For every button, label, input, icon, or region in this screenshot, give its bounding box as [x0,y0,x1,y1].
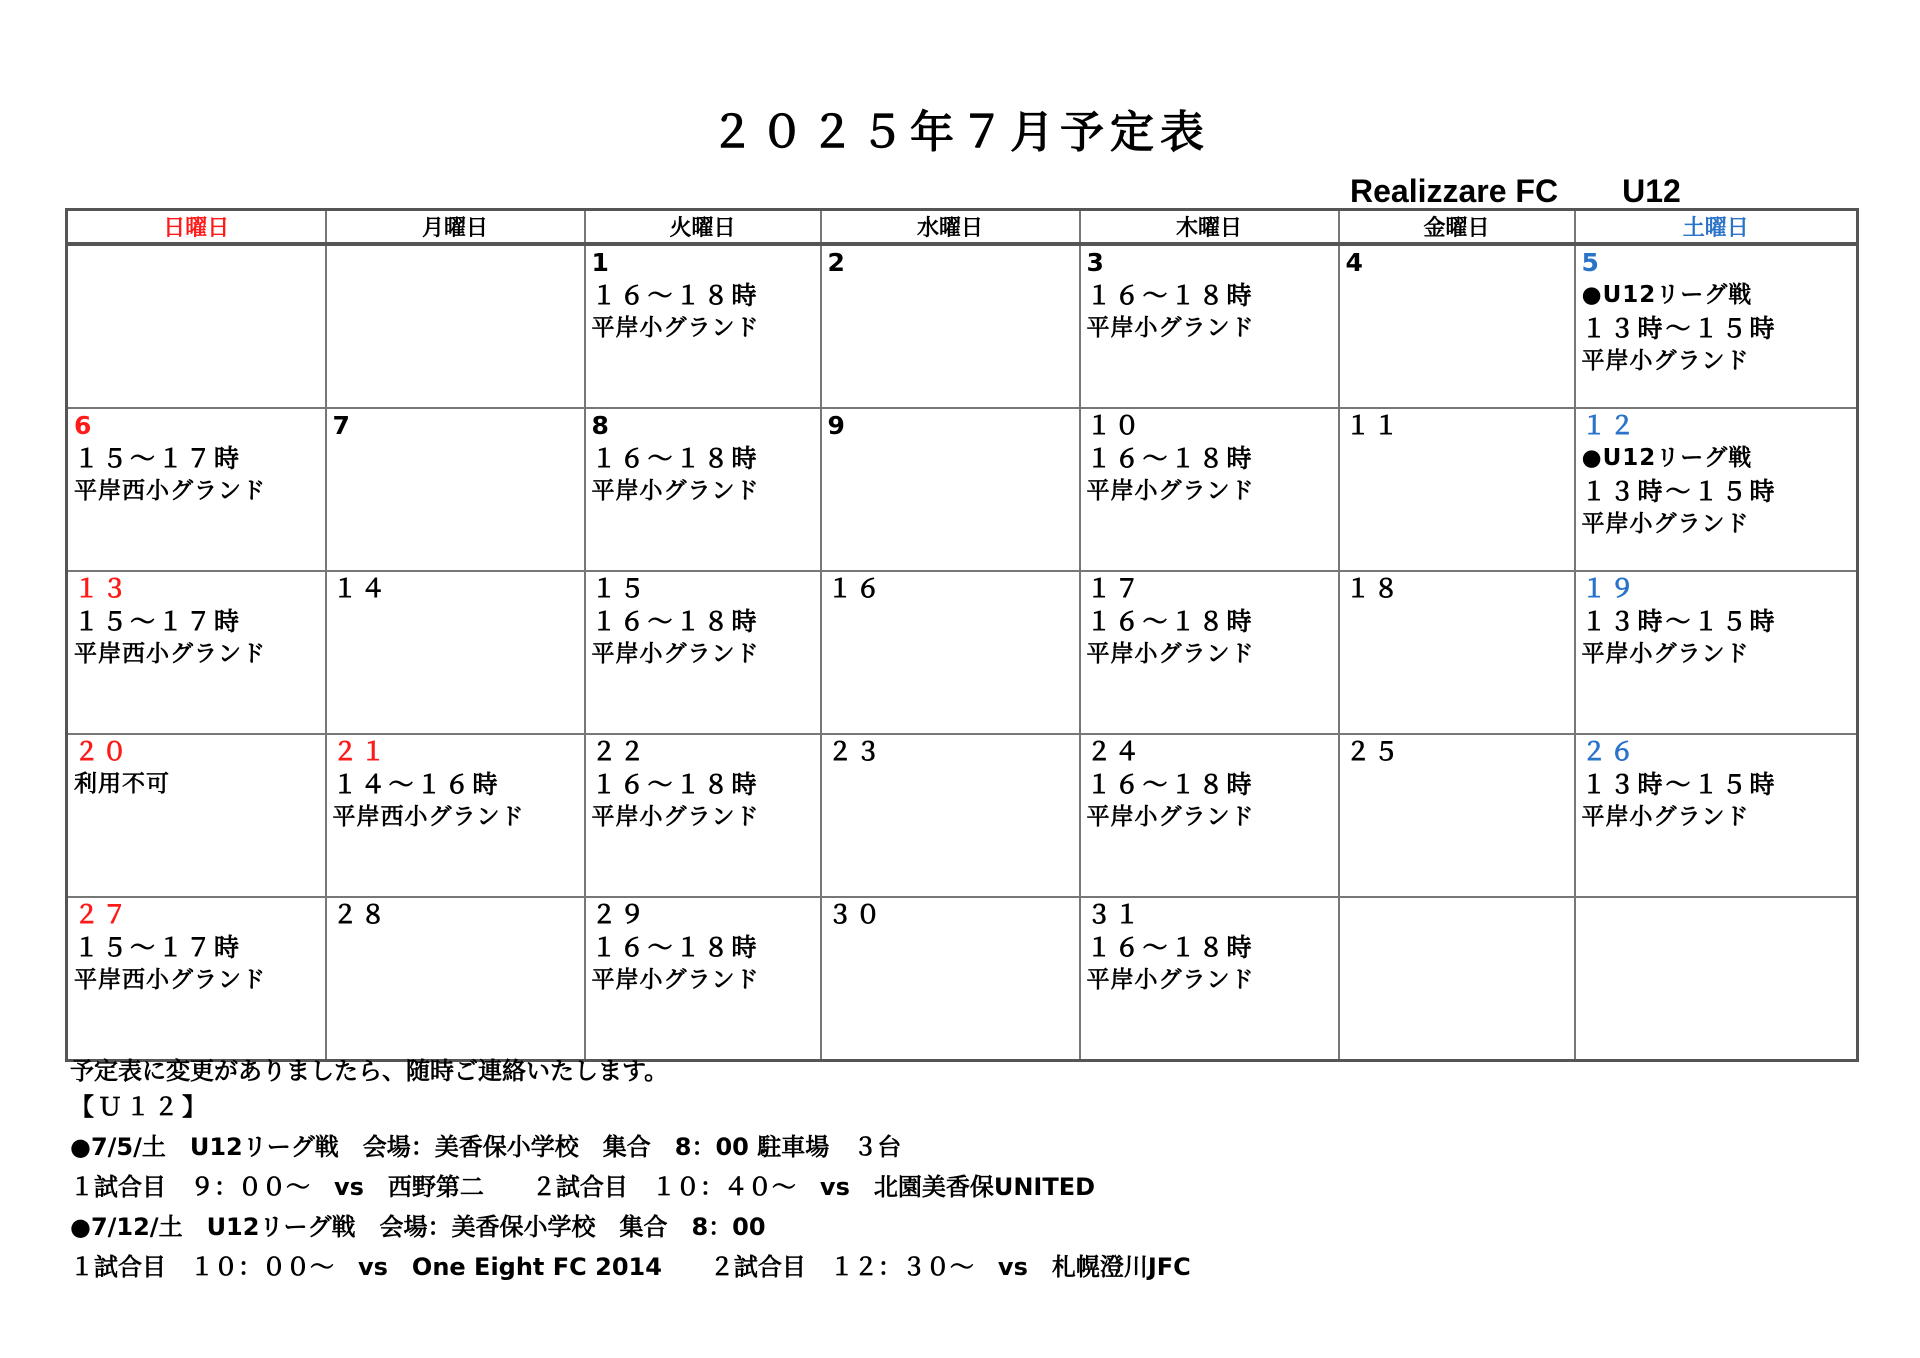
day-number: ２８ [332,900,389,929]
day-number: 8 [591,411,612,440]
weekday-header: 日曜日 [67,210,326,245]
day-number: １１ [1345,411,1402,440]
calendar-day-cell [67,897,326,1061]
day-number: 4 [1345,248,1366,277]
day-number: ２９ [591,900,648,929]
calendar-day-cell [1080,571,1339,734]
calendar-day-cell [326,571,585,734]
schedule-line: 平岸西小グランド [74,478,266,504]
day-number: ３０ [827,900,884,929]
schedule-line: 平岸小グランド [1086,967,1255,993]
calendar-day-cell [585,734,821,897]
note-line: ●7/5/土 U12リーグ戦 会場：美香保小学校 集合 8：00 駐車場 ３台 [70,1133,902,1161]
calendar-day-cell [1080,734,1339,897]
calendar-day-cell [1575,571,1858,734]
schedule-line: １５～１７時 [74,607,243,636]
schedule-line: ●U12リーグ戦 [1581,445,1753,471]
schedule-line: 平岸小グランド [591,315,760,341]
calendar-week-row [67,408,1858,571]
calendar-day-cell [585,897,821,1061]
schedule-line: １６～１８時 [591,770,760,799]
weekday-header: 木曜日 [1080,210,1339,245]
calendar-body [67,244,1858,1061]
schedule-line: 平岸小グランド [1581,348,1750,374]
weekday-header: 水曜日 [821,210,1080,245]
calendar-day-cell [1080,897,1339,1061]
calendar-day-cell [821,408,1080,571]
schedule-line: 平岸小グランド [1581,511,1750,537]
calendar-day-cell [67,571,326,734]
day-number: ２２ [591,737,648,766]
notes-heading: 【Ｕ１２】 [70,1093,210,1121]
note-line: １試合目 １０：００～ vs One Eight FC 2014 ２試合目 １２：３０～ vs 札幌澄川JFC [70,1253,1191,1281]
calendar-week-row [67,571,1858,734]
calendar-day-cell [1339,734,1575,897]
schedule-line: １６～１８時 [591,607,760,636]
schedule-line: 平岸小グランド [591,641,760,667]
schedule-line: 利用不可 [74,771,170,797]
day-number: １０ [1086,411,1143,440]
calendar-day-cell [67,244,326,408]
day-number: １３ [74,574,131,603]
day-number: 6 [74,411,95,440]
calendar-day-cell [1339,897,1575,1061]
weekday-header: 土曜日 [1575,210,1858,245]
calendar-day-cell [1575,244,1858,408]
schedule-line: 平岸小グランド [1086,804,1255,830]
day-number: 5 [1581,248,1602,277]
day-number: ２４ [1086,737,1143,766]
calendar-day-cell [326,408,585,571]
schedule-line: 平岸小グランド [1086,315,1255,341]
schedule-line: 平岸小グランド [1086,478,1255,504]
day-number: １２ [1581,411,1638,440]
day-number: ２６ [1581,737,1638,766]
schedule-line: 平岸小グランド [591,804,760,830]
schedule-line: 平岸小グランド [1086,641,1255,667]
day-number: ２５ [1345,737,1402,766]
calendar-day-cell [326,244,585,408]
calendar-day-cell [1575,408,1858,571]
schedule-line: １６～１８時 [1086,281,1255,310]
day-number: ３１ [1086,900,1143,929]
calendar-day-cell [585,571,821,734]
weekday-header: 月曜日 [326,210,585,245]
schedule-line: ●U12リーグ戦 [1581,282,1753,308]
schedule-line: １６～１８時 [1086,933,1255,962]
schedule-line: １６～１８時 [1086,607,1255,636]
schedule-line: 平岸小グランド [591,967,760,993]
schedule-line: １５～１７時 [74,933,243,962]
note-line: ●7/12/土 U12リーグ戦 会場：美香保小学校 集合 8：00 [70,1213,766,1241]
schedule-line: １３時～１５時 [1581,607,1778,636]
schedule-line: 平岸小グランド [1581,641,1750,667]
calendar-day-cell [1339,408,1575,571]
schedule-line: １６～１８時 [591,933,760,962]
weekday-header-row [67,210,1858,245]
calendar-day-cell [821,244,1080,408]
day-number: ２０ [74,737,131,766]
day-number: １６ [827,574,884,603]
weekday-header: 金曜日 [1339,210,1575,245]
calendar-week-row [67,734,1858,897]
weekday-header: 火曜日 [585,210,821,245]
calendar-day-cell [1080,408,1339,571]
day-number: １７ [1086,574,1143,603]
calendar-week-row [67,244,1858,408]
calendar-day-cell [67,408,326,571]
day-number: １４ [332,574,389,603]
calendar-day-cell [821,571,1080,734]
calendar-day-cell [585,408,821,571]
day-number: 2 [827,248,848,277]
schedule-line: １５～１７時 [74,444,243,473]
schedule-line: １６～１８時 [1086,770,1255,799]
page-title: ２０２５年７月予定表 [710,107,1210,158]
notes-section [70,1055,1191,1287]
schedule-line: １４～１６時 [332,770,501,799]
schedule-line: 平岸小グランド [591,478,760,504]
schedule-line: １６～１８時 [1086,444,1255,473]
team-label: Realizzare FC U12 [1350,173,1681,209]
day-number: ２１ [332,737,389,766]
schedule-line: １３時～１５時 [1581,770,1778,799]
calendar-day-cell [1339,244,1575,408]
calendar-day-cell [67,734,326,897]
schedule-line: １３時～１５時 [1581,314,1778,343]
day-number: １９ [1581,574,1638,603]
calendar-week-row [67,897,1858,1061]
calendar-day-cell [821,734,1080,897]
schedule-line: １６～１８時 [591,444,760,473]
calendar-day-cell [326,897,585,1061]
calendar-day-cell [821,897,1080,1061]
schedule-line: １６～１８時 [591,281,760,310]
day-number: 7 [332,411,353,440]
day-number: 3 [1086,248,1107,277]
schedule-line: 平岸西小グランド [332,804,525,830]
calendar-day-cell [1080,244,1339,408]
day-number: 1 [591,248,612,277]
calendar-day-cell [1575,734,1858,897]
day-number: １８ [1345,574,1402,603]
calendar-day-cell [585,244,821,408]
day-number: 9 [827,411,848,440]
day-number: ２７ [74,900,131,929]
schedule-line: 平岸西小グランド [74,641,266,667]
day-number: １５ [591,574,648,603]
schedule-line: 平岸西小グランド [74,967,266,993]
calendar-table [65,208,1859,1062]
note-line: １試合目 ９：００～ vs 西野第二 ２試合目 １０：４０～ vs 北園美香保UNITED [70,1173,1096,1201]
calendar-day-cell [1575,897,1858,1061]
day-number: ２３ [827,737,884,766]
schedule-line: １３時～１５時 [1581,477,1778,506]
calendar-day-cell [1339,571,1575,734]
note-line: 予定表に変更がありましたら、随時ご連絡いたします。 [70,1057,669,1085]
schedule-line: 平岸小グランド [1581,804,1750,830]
calendar-day-cell [326,734,585,897]
